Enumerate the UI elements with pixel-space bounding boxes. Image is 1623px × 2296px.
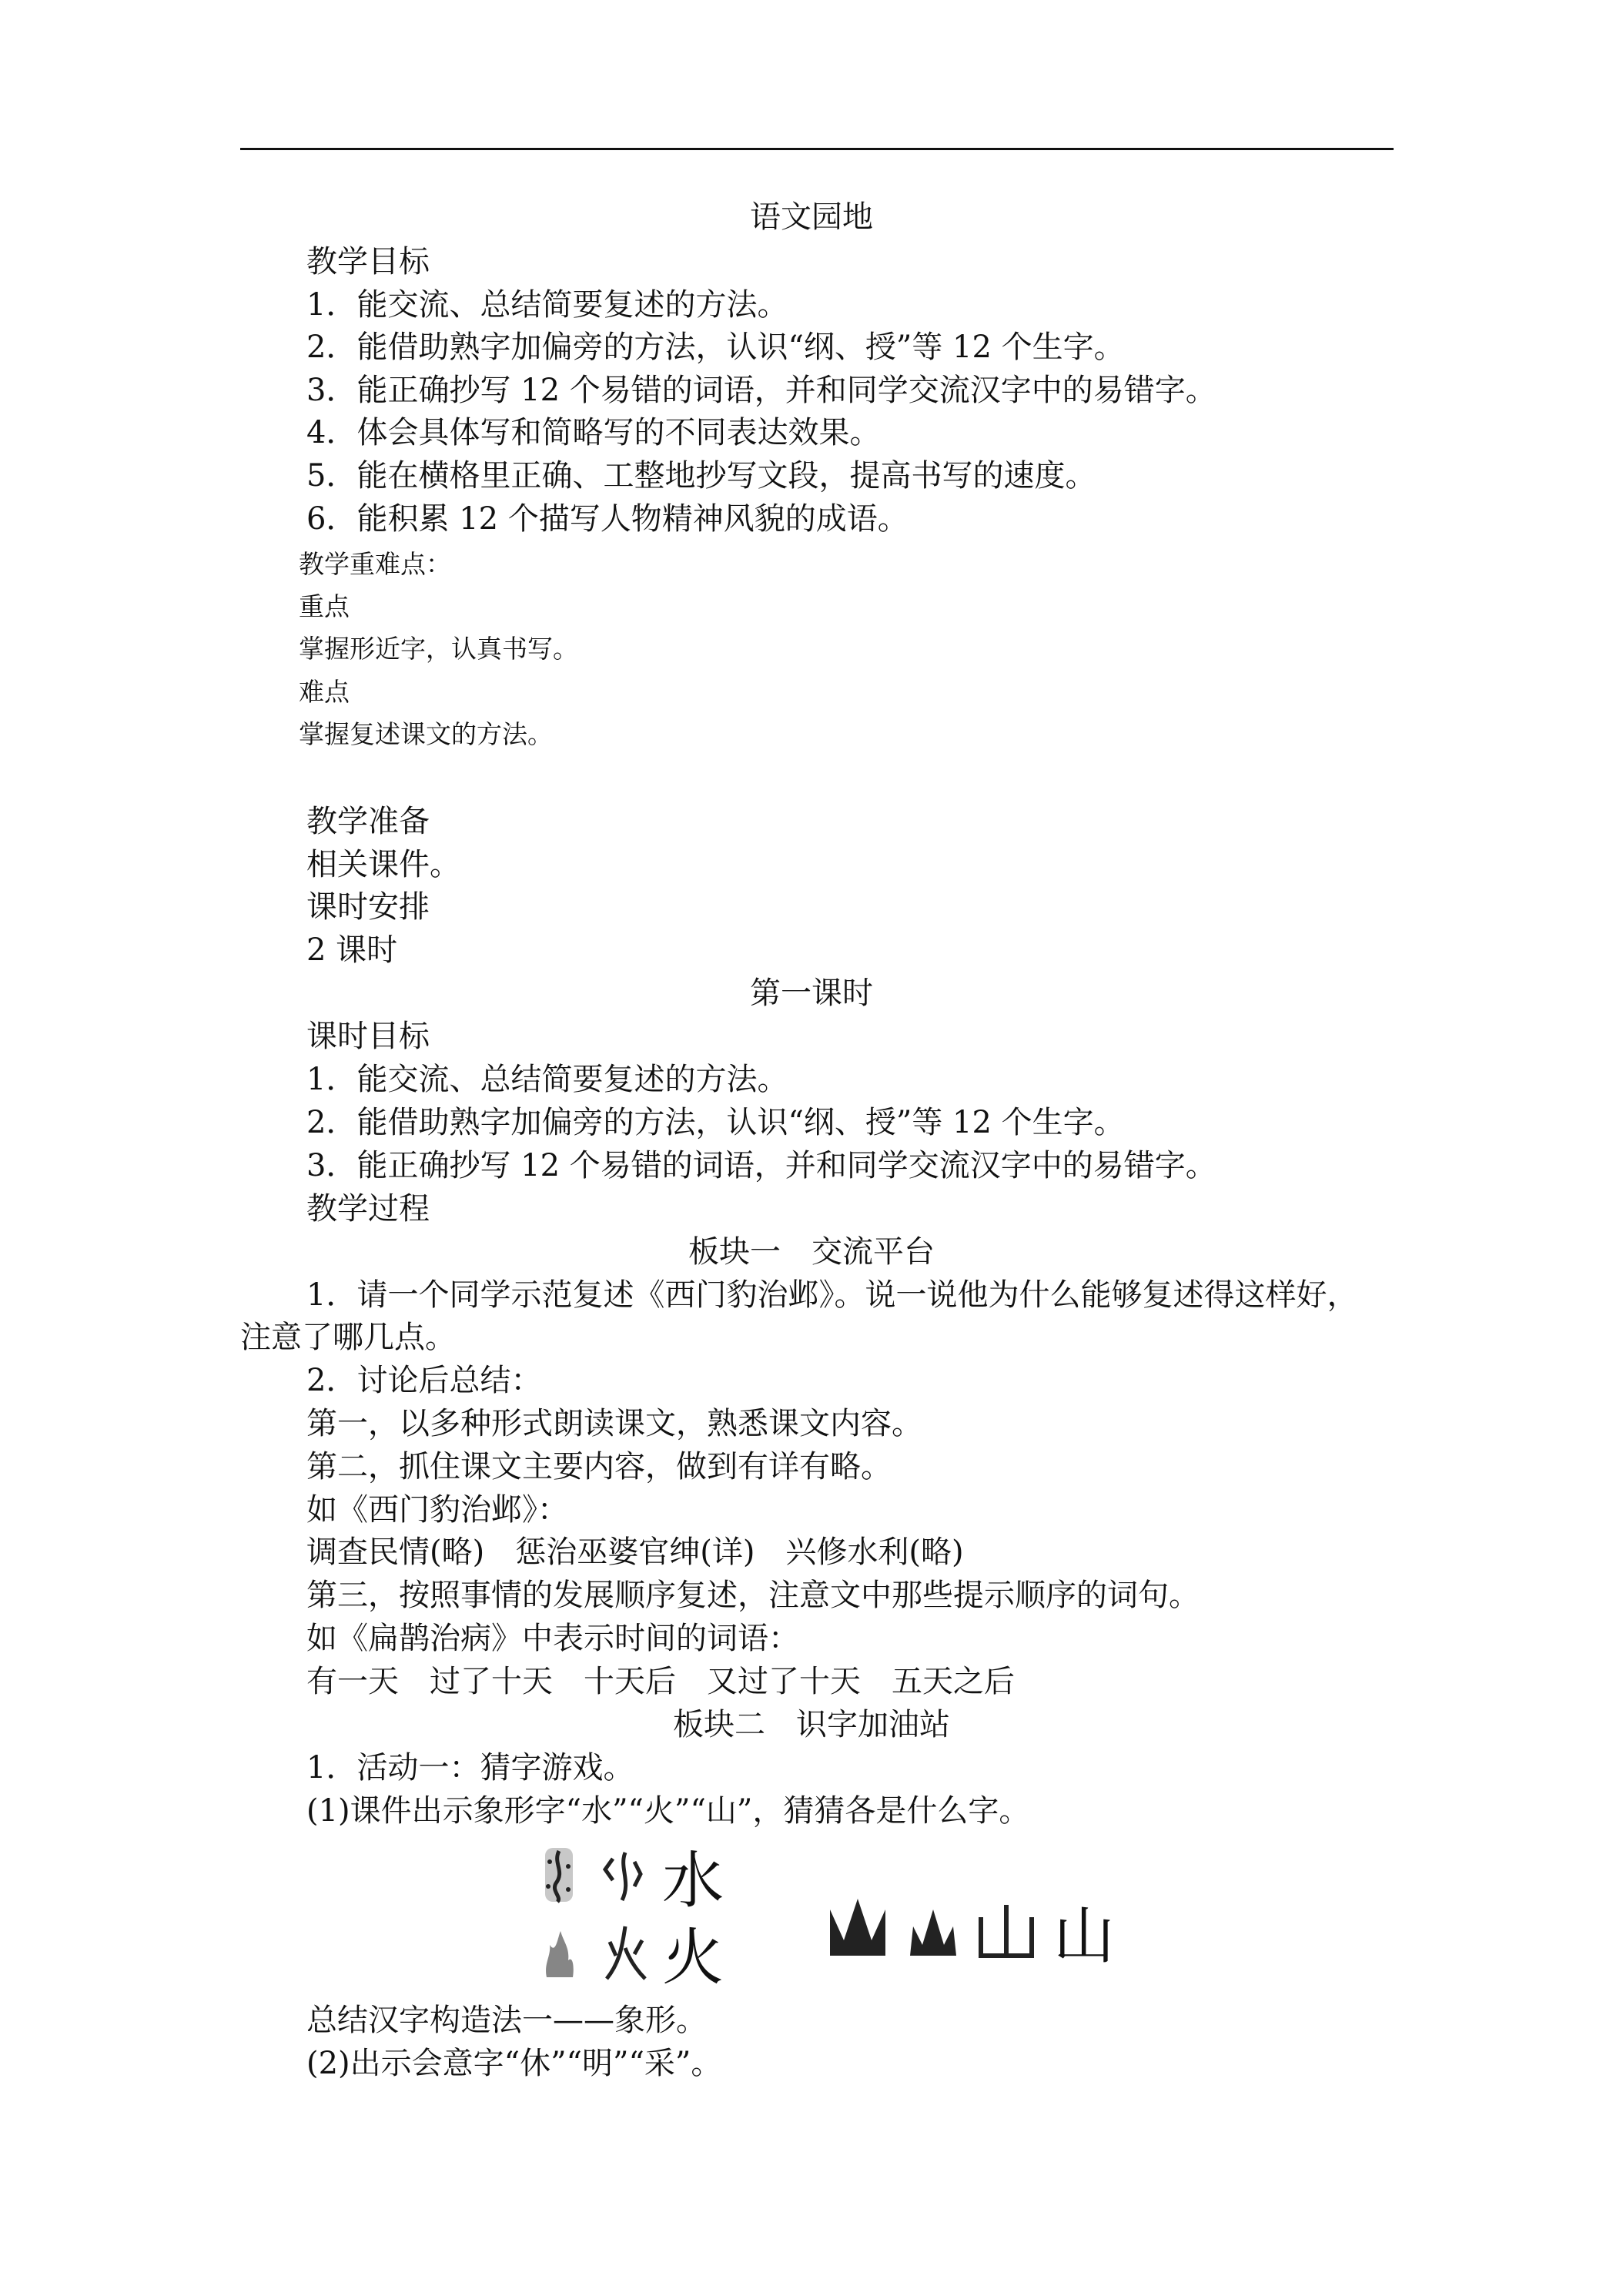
mountain-oracle-glyph (830, 1899, 885, 1956)
lesson-goals-heading: 课时目标 (306, 1019, 430, 1054)
paragraph-line: 第一，以多种形式朗读课文，熟悉课文内容。 (306, 1406, 922, 1441)
fire-seal-glyph (607, 1926, 645, 1979)
lesson-goal: 2．能借助熟字加偏旁的方法，认识“纲、授”等 12 个生字。 (306, 1105, 1125, 1140)
summary-line: 总结汉字构造法一——象形。 (306, 2003, 707, 2038)
mountain-seal-glyph (981, 1905, 1032, 1956)
preparation-heading: 教学准备 (306, 804, 430, 839)
fire-oracle-glyph (546, 1931, 574, 1977)
objective-item: 6．能积累 12 个描写人物精神风貌的成语。 (306, 501, 909, 537)
difficulty-label: 难点 (299, 677, 350, 707)
mountain-modern-glyph: 山 (1053, 1900, 1115, 1972)
paragraph-line: 1．请一个同学示范复述《西门豹治邺》。说一说他为什么能够复述得这样好， (306, 1277, 1358, 1313)
paragraph-line: 第二，抓住课文主要内容，做到有详有略。 (306, 1449, 892, 1484)
lesson-goal: 3．能正确抄写 12 个易错的词语，并和同学交流汉字中的易错字。 (306, 1148, 1216, 1183)
water-oracle-glyph (545, 1848, 573, 1902)
objectives-heading: 教学目标 (306, 244, 430, 279)
paragraph-line: 如《西门豹治邺》： (306, 1492, 568, 1528)
header-rule (240, 148, 1394, 150)
objective-item: 5．能在横格里正确、工整地抄写文段，提高书写的速度。 (306, 458, 1096, 494)
page-title: 语文园地 (750, 199, 873, 235)
objective-item: 3．能正确抄写 12 个易错的词语，并和同学交流汉字中的易错字。 (306, 373, 1216, 408)
objective-item: 4．体会具体写和简略写的不同表达效果。 (306, 415, 881, 450)
activity-line: (1)课件出示象形字“水”“火”“山”，猜猜各是什么字。 (306, 1793, 1030, 1829)
paragraph-line: 调查民情(略) 惩治巫婆官绅(详) 兴修水利(略) (306, 1535, 964, 1570)
objective-item: 1．能交流、总结简要复述的方法。 (306, 287, 788, 323)
focus-label: 重点 (299, 591, 350, 621)
pictograph-figure (539, 1840, 1170, 1994)
block-two-title: 板块二 识字加油站 (673, 1707, 950, 1742)
schedule-text: 2 课时 (306, 932, 398, 968)
objective-item: 2．能借助熟字加偏旁的方法，认识“纲、授”等 12 个生字。 (306, 330, 1125, 365)
paragraph-line: 如《扁鹊治病》中表示时间的词语： (306, 1621, 799, 1656)
lesson-goal: 1．能交流、总结简要复述的方法。 (306, 1062, 788, 1097)
lesson-title: 第一课时 (750, 976, 873, 1011)
activity-line: (2)出示会意字“休”“明”“采”。 (306, 2046, 722, 2081)
paragraph-line: 2．讨论后总结： (306, 1363, 542, 1398)
fire-modern-glyph: 火 (662, 1922, 724, 1993)
process-heading: 教学过程 (306, 1191, 430, 1227)
difficulty-text: 掌握复述课文的方法。 (299, 719, 553, 749)
schedule-heading: 课时安排 (306, 889, 430, 925)
water-modern-glyph: 水 (662, 1845, 724, 1916)
activity-line: 1．活动一：猜字游戏。 (306, 1750, 634, 1786)
key-points-heading: 教学重难点： (299, 549, 451, 579)
water-seal-glyph (605, 1853, 641, 1900)
focus-text: 掌握形近字，认真书写。 (299, 634, 578, 664)
paragraph-line: 注意了哪几点。 (240, 1320, 456, 1355)
block-one-title: 板块一 交流平台 (688, 1234, 935, 1270)
preparation-text: 相关课件。 (306, 847, 460, 882)
paragraph-line: 有一天 过了十天 十天后 又过了十天 五天之后 (306, 1664, 1015, 1699)
mountain-bronze-glyph (910, 1909, 956, 1956)
paragraph-line: 第三，按照事情的发展顺序复述，注意文中那些提示顺序的词句。 (306, 1578, 1200, 1613)
